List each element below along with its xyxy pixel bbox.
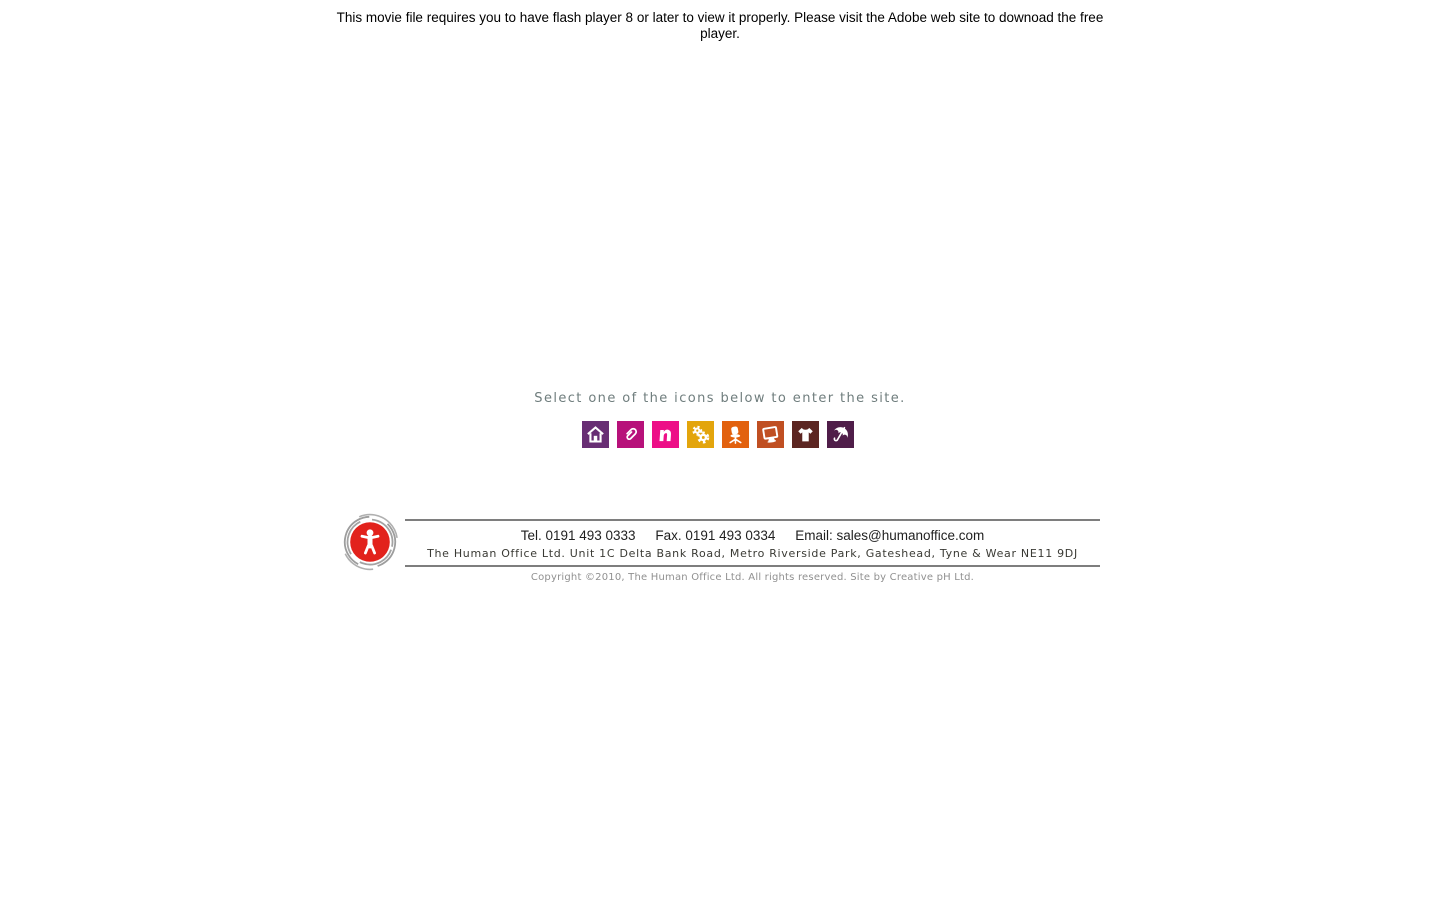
site-entry-home-button[interactable]: [582, 421, 609, 448]
email-address: Email: sales@humanoffice.com: [795, 528, 985, 543]
enter-site-prompt: Select one of the icons below to enter the site.: [534, 391, 906, 406]
parasol-icon: [830, 424, 851, 445]
flash-player-notice: This movie file requires you to have flash player 8 or later to view it properly. Please visit the Adobe web site to downoad the free player.: [336, 10, 1104, 41]
fax-number: Fax. 0191 493 0334: [655, 528, 776, 543]
t-shirt-icon: [795, 424, 816, 445]
footer-contact-line: [405, 528, 1100, 543]
site-entry-icon-row: [582, 421, 854, 448]
tel-number: Tel. 0191 493 0333: [520, 528, 636, 543]
gears-icon: [690, 424, 711, 445]
site-entry-parasol-button[interactable]: [827, 421, 854, 448]
footer-contact-panel: [405, 519, 1100, 567]
footer-postal-address: The Human Office Ltd. Unit 1C Delta Bank Road, Metro Riverside Park, Gateshead, Tyne & Wear NE11 9DJ: [427, 547, 1078, 560]
human-office-logo-icon: [341, 513, 399, 571]
site-entry-tshirt-button[interactable]: [792, 421, 819, 448]
paperclip-icon: [620, 424, 641, 445]
site-entry-gears-button[interactable]: [687, 421, 714, 448]
human-office-logo: [341, 513, 399, 571]
site-entry-letter-n-button[interactable]: [652, 421, 679, 448]
copyright-line: Copyright ©2010, The Human Office Ltd. All rights reserved. Site by Creative pH Ltd.: [530, 572, 975, 583]
site-entry-paperclip-button[interactable]: [617, 421, 644, 448]
house-icon: [585, 424, 606, 445]
computer-monitor-icon: [760, 424, 781, 445]
office-chair-icon: [725, 424, 746, 445]
site-entry-chair-button[interactable]: [722, 421, 749, 448]
site-entry-monitor-button[interactable]: [757, 421, 784, 448]
letter-n-icon: [655, 424, 676, 445]
